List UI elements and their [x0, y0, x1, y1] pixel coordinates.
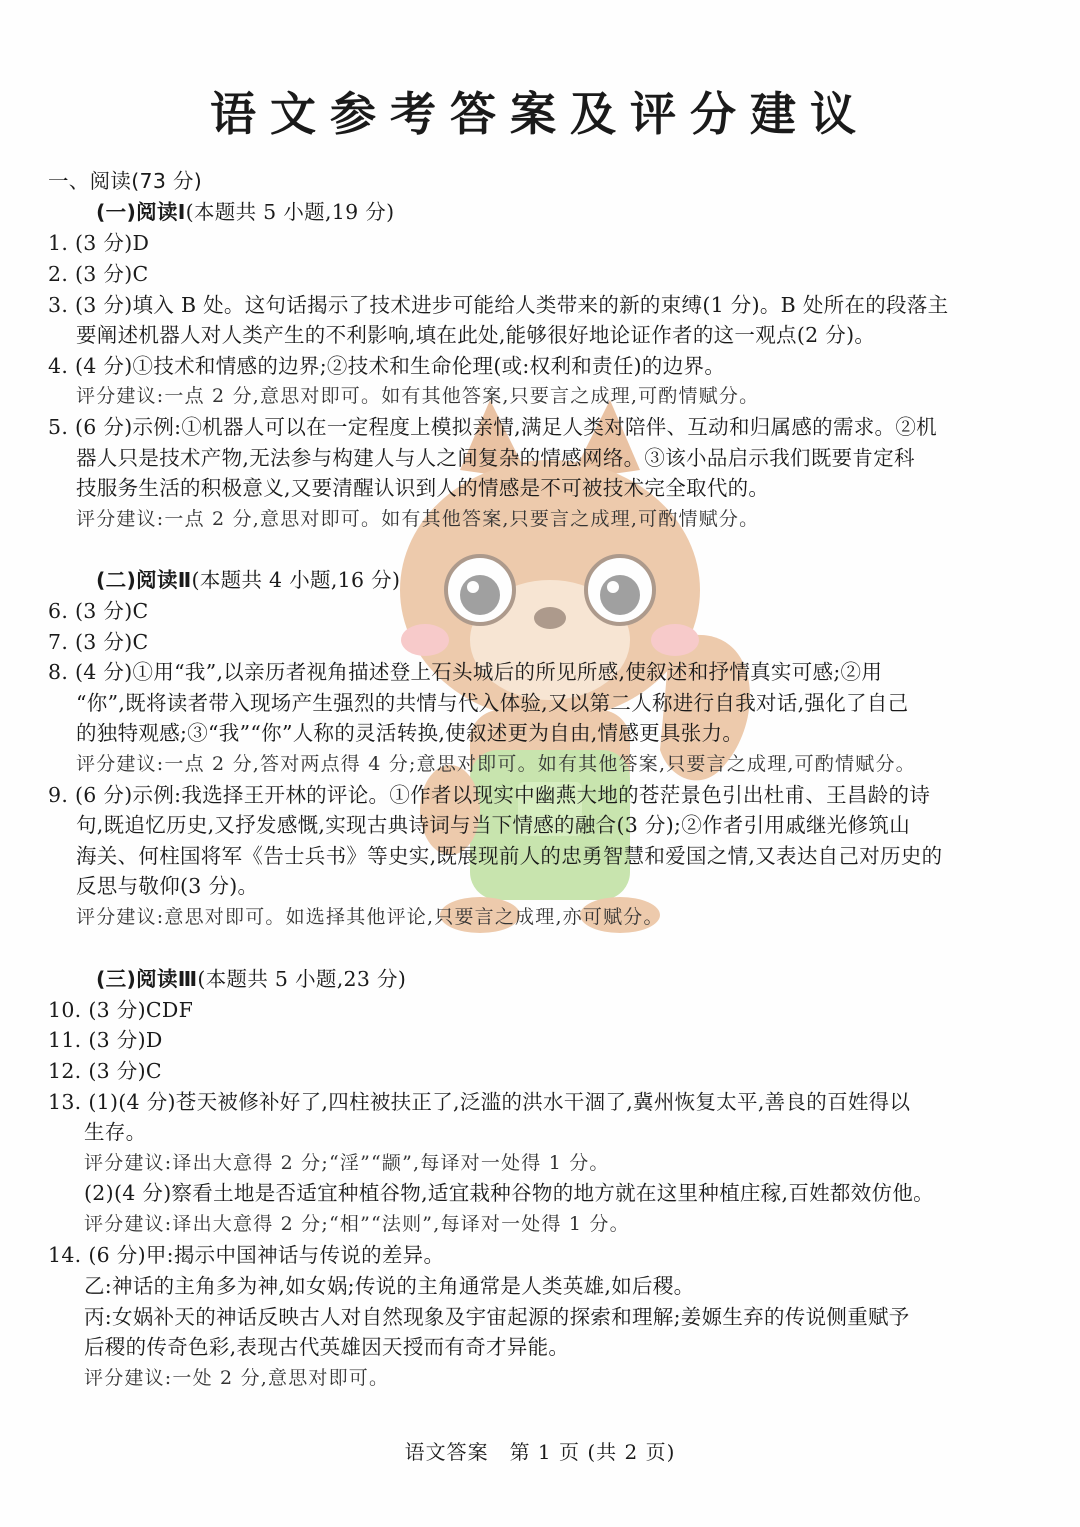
answer-q11: 11. (3 分)D — [48, 1028, 163, 1052]
answer-q9-line2: 句,既追忆历史,又抒发感慨,实现古典诗词与当下情感的融合(3 分);②作者引用戚继光修筑山 — [76, 813, 911, 837]
answer-q10: 10. (3 分)CDF — [48, 998, 194, 1022]
answer-q13-line2: 生存。 — [84, 1120, 147, 1144]
part2-desc: (本题共 4 小题,16 分) — [191, 568, 401, 592]
part3-title: (三)阅读Ⅲ — [96, 967, 198, 991]
answer-q14-line2: 乙:神话的主角多为神,如女娲;传说的主角通常是人类英雄,如后稷。 — [84, 1274, 695, 1298]
part1-title: (一)阅读Ⅰ — [96, 200, 186, 224]
answer-q5-line2: 器人只是技术产物,无法参与构建人与人之间复杂的情感网络。③该小品启示我们既要肯定科 — [76, 446, 915, 470]
answer-q4-line1: 4. (4 分)①技术和情感的边界;②技术和生命伦理(或:权利和责任)的边界。 — [48, 354, 726, 378]
part1-desc: (本题共 5 小题,19 分) — [185, 200, 395, 224]
answer-q9-line4: 反思与敬仰(3 分)。 — [76, 874, 259, 898]
answer-q12: 12. (3 分)C — [48, 1059, 162, 1083]
scoring-note-q13-2: 评分建议:译出大意得 2 分;“相”“法则”,每译对一处得 1 分。 — [84, 1213, 630, 1235]
part1-heading — [96, 198, 394, 226]
part3-desc: (本题共 5 小题,23 分) — [197, 967, 407, 991]
answer-q2: 2. (3 分)C — [48, 262, 149, 286]
scoring-note-q14: 评分建议:一处 2 分,意思对即可。 — [84, 1367, 390, 1389]
scoring-note-q4: 评分建议:一点 2 分,意思对即可。如有其他答案,只要言之成理,可酌情赋分。 — [76, 385, 760, 407]
part3-heading — [96, 965, 406, 993]
answer-q1: 1. (3 分)D — [48, 231, 150, 255]
answer-q13-line1: 13. (1)(4 分)苍天被修补好了,四柱被扶正了,泛滥的洪水干涸了,冀州恢复太平,善良的百姓得以 — [48, 1090, 911, 1114]
answer-q3-line2: 要阐述机器人对人类产生的不利影响,填在此处,能够很好地论证作者的这一观点(2 分)。 — [76, 323, 876, 347]
scoring-note-q5: 评分建议:一点 2 分,意思对即可。如有其他答案,只要言之成理,可酌情赋分。 — [76, 508, 760, 530]
answer-q13-part2: (2)(4 分)察看土地是否适宜种植谷物,适宜栽种谷物的地方就在这里种植庄稼,百姓都效仿他。 — [84, 1181, 934, 1205]
section-reading-heading: 一、阅读(73 分) — [48, 169, 203, 193]
answer-q6: 6. (3 分)C — [48, 599, 149, 623]
part2-heading — [96, 566, 400, 594]
answer-q9-line3: 海关、何柱国将军《告士兵书》等史实,既展现前人的忠勇智慧和爱国之情,又表达自己对历史的 — [76, 844, 943, 868]
part2-title: (二)阅读Ⅱ — [96, 568, 192, 592]
answer-q8-line2: “你”,既将读者带入现场产生强烈的共情与代入体验,又以第二人称进行自我对话,强化了自己 — [76, 691, 909, 715]
scoring-note-q13-1: 评分建议:译出大意得 2 分;“淫”“颛”,每译对一处得 1 分。 — [84, 1152, 610, 1174]
answer-q3-line1: 3. (3 分)填入 B 处。这句话揭示了技术进步可能给人类带来的新的束缚(1 分)。B 处所在的段落主 — [48, 293, 949, 317]
answer-q5-line1: 5. (6 分)示例:①机器人可以在一定程度上模拟亲情,满足人类对陪伴、互动和归属感的需求。②机 — [48, 415, 937, 439]
answer-q14-line4: 后稷的传奇色彩,表现古代英雄因天授而有奇才异能。 — [84, 1335, 570, 1359]
answer-q8-line3: 的独特观感;③“我”“你”人称的灵活转换,使叙述更为自由,情感更具张力。 — [76, 721, 744, 745]
answer-q9-line1: 9. (6 分)示例:我选择王开林的评论。①作者以现实中幽燕大地的苍茫景色引出杜甫、王昌龄的诗 — [48, 783, 931, 807]
answer-q8-line1: 8. (4 分)①用“我”,以亲历者视角描述登上石头城后的所见所感,使叙述和抒情真实可感;②用 — [48, 660, 883, 684]
page-footer: 语文答案 第 1 页 (共 2 页) — [404, 1440, 676, 1464]
scoring-note-q9: 评分建议:意思对即可。如选择其他评论,只要言之成理,亦可赋分。 — [76, 906, 664, 928]
answer-q14-line3: 丙:女娲补天的神话反映古人对自然现象及宇宙起源的探索和理解;姜嫄生弃的传说侧重赋予 — [84, 1305, 910, 1329]
scoring-note-q8: 评分建议:一点 2 分,答对两点得 4 分;意思对即可。如有其他答案,只要言之成理,可酌情赋分。 — [76, 753, 916, 775]
answer-q7: 7. (3 分)C — [48, 630, 149, 654]
answer-q14-line1: 14. (6 分)甲:揭示中国神话与传说的差异。 — [48, 1243, 445, 1267]
answer-q5-line3: 技服务生活的积极意义,又要清醒认识到人的情感是不可被技术完全取代的。 — [76, 476, 770, 500]
page-title: 语文参考答案及评分建议 — [210, 87, 870, 141]
